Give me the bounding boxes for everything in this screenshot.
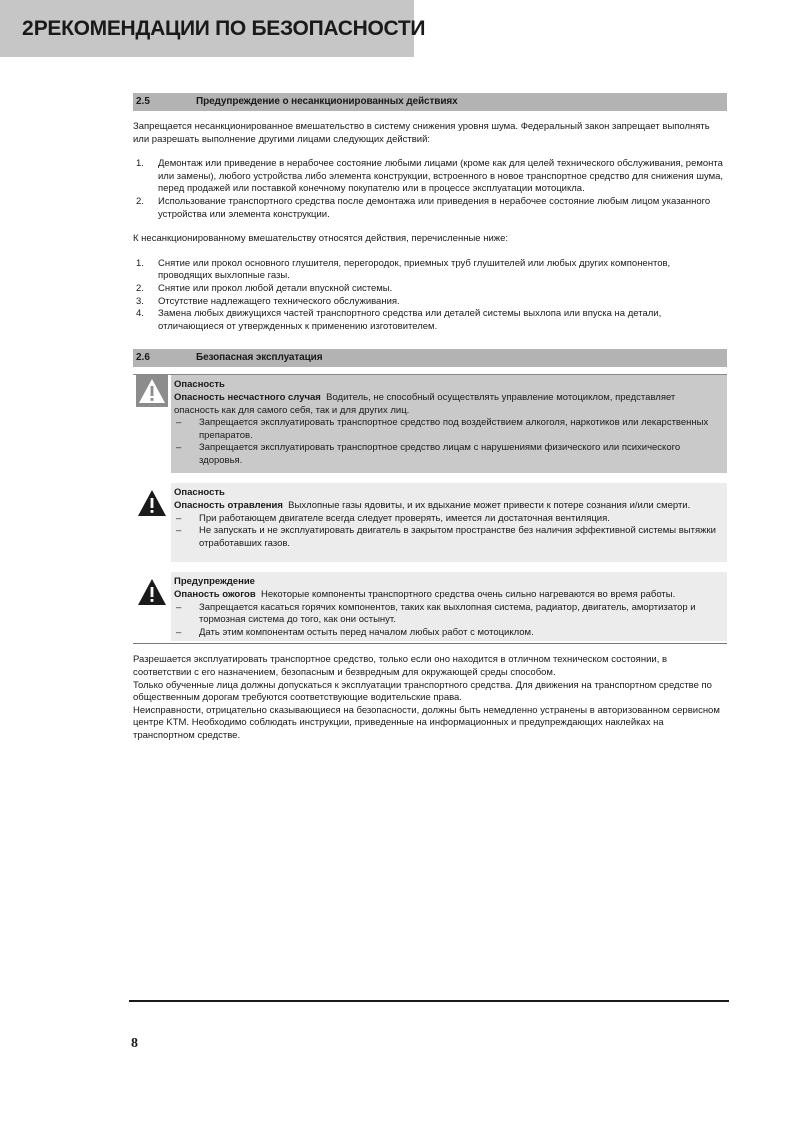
list-item: 4. Замена любых движущихся частей транспортного средства или деталей системы выхлопа или впуска на детали, отличающиеся от утвержденных к применению изготовителем.	[136, 308, 662, 332]
prohibited-actions-list	[133, 158, 727, 221]
warning-bullets	[174, 513, 721, 551]
section-number: 2.6	[136, 352, 150, 364]
warning-text: Некоторые компоненты транспортного средства очень сильно нагреваются во время работы.	[260, 589, 676, 601]
warning-subtitle: Опасность отравления	[174, 500, 283, 512]
section-number: 2.5	[136, 95, 150, 107]
chapter-number: 2	[22, 16, 34, 40]
warning-bullets	[174, 602, 721, 640]
page-content	[133, 93, 727, 743]
warning-bullets	[174, 417, 721, 467]
list-item: 3. Отсутствие надлежащего технического обслуживания.	[136, 295, 400, 307]
warning-triangle-icon	[133, 572, 171, 641]
list-item: – При работающем двигателе всегда следует проверять, имеется ли достаточная вентиляция.	[176, 512, 610, 524]
list-item: – Дать этим компонентам остыть перед началом любых работ с мотоциклом.	[176, 626, 534, 638]
chapter-title: РЕКОМЕНДАЦИИ ПО БЕЗОПАСНОСТИ	[33, 16, 426, 40]
middle-paragraph: К несанкционированному вмешательству относятся действия, перечисленные ниже:	[133, 233, 509, 245]
section-divider	[133, 643, 727, 644]
warning-triangle-icon	[133, 375, 171, 473]
danger-box-poisoning	[133, 483, 727, 562]
list-item: 1. Демонтаж или приведение в нерабочее состояние любыми лицами (кроме как для целей технического обслуживания, ремонта или замены), любого устройства либо элемента конструкции, встроенного в новое транспортное средство для снижения шума, перед продажей или поставкой конечному покупателю или в процессе эксплуатации мотоцикла.	[136, 158, 724, 195]
chapter-header	[0, 0, 426, 57]
warning-text: Водитель, не способный осуществлять управление мотоциклом, представляет опасность как для самого себя, так и для других лиц.	[174, 391, 676, 416]
caution-box-burns	[133, 572, 727, 641]
section-title: Предупреждение о несанкционированных действиях	[196, 95, 458, 107]
list-item: 1. Снятие или прокол основного глушителя, перегородок, приемных труб глушителей или любых других компонентов, проводящих выхлопные газы.	[136, 257, 671, 282]
closing-paragraph: Только обученные лица должны допускаться к эксплуатации транспортного средства. Для движения на транспортном средстве по общественным дорогам требуются соответствующие водительские права.	[133, 679, 712, 704]
warning-text: Выхлопные газы ядовиты, и их вдыхание может привести к потере сознания и/или смерти.	[288, 500, 691, 512]
page-number: 8	[131, 1036, 138, 1051]
tampering-list	[133, 258, 727, 334]
closing-paragraph: Неисправности, отрицательно сказывающиеся на безопасности, должны быть немедленно устранены в авторизованном сервисном центре KTM. Необходимо соблюдать инструкции, приведенные на информационных и предупреждающих наклейках на транспортном средстве.	[133, 704, 720, 741]
section-title: Безопасная эксплуатация	[196, 352, 323, 364]
warning-label: Предупреждение	[174, 576, 255, 588]
warning-triangle-icon	[133, 483, 171, 562]
list-item: 2. Снятие или прокол любой детали впускной системы.	[136, 282, 393, 294]
danger-box-accident	[133, 374, 727, 473]
list-item: – Запрещается эксплуатировать транспортное средство под воздействием алкоголя, наркотиков или лекарственных препаратов.	[176, 417, 709, 441]
intro-paragraph: Запрещается несанкционированное вмешательство в систему снижения уровня шума. Федеральный закон запрещает выполнять или разрешать выполнение другими лицами следующих действий:	[133, 121, 710, 145]
warning-label: Опасность	[174, 487, 225, 499]
warning-subtitle: Опаность ожогов	[174, 589, 256, 601]
list-item: 2. Использование транспортного средства после демонтажа или приведения в нерабочее состояние любым лицом указанного устройства или элемента конструкции.	[136, 195, 711, 220]
section-header-2-6	[133, 349, 727, 367]
closing-paragraph: Разрешается эксплуатировать транспортное средство, только если оно находится в отличном техническом состоянии, в соответствии с его назначением, безопасным и безвредным для окружающей среды способом.	[133, 654, 668, 678]
list-item: – Запрещается эксплуатировать транспортное средство лицам с нарушениями физического или психического здоровья.	[176, 442, 681, 466]
footer-rule	[129, 1000, 729, 1002]
list-item: – Не запускать и не эксплуатировать двигатель в закрытом пространстве без наличия эффективной системы вытяжки отработавших газов.	[176, 525, 716, 549]
list-item: – Запрещается касаться горячих компонентов, таких как выхлопная система, радиатор, двигатель, амортизатор и тормозная система до того, как они остынут.	[176, 601, 696, 626]
section-header-2-5	[133, 93, 727, 111]
warning-subtitle: Опасность несчастного случая	[174, 391, 321, 403]
warning-label: Опасность	[174, 379, 225, 391]
